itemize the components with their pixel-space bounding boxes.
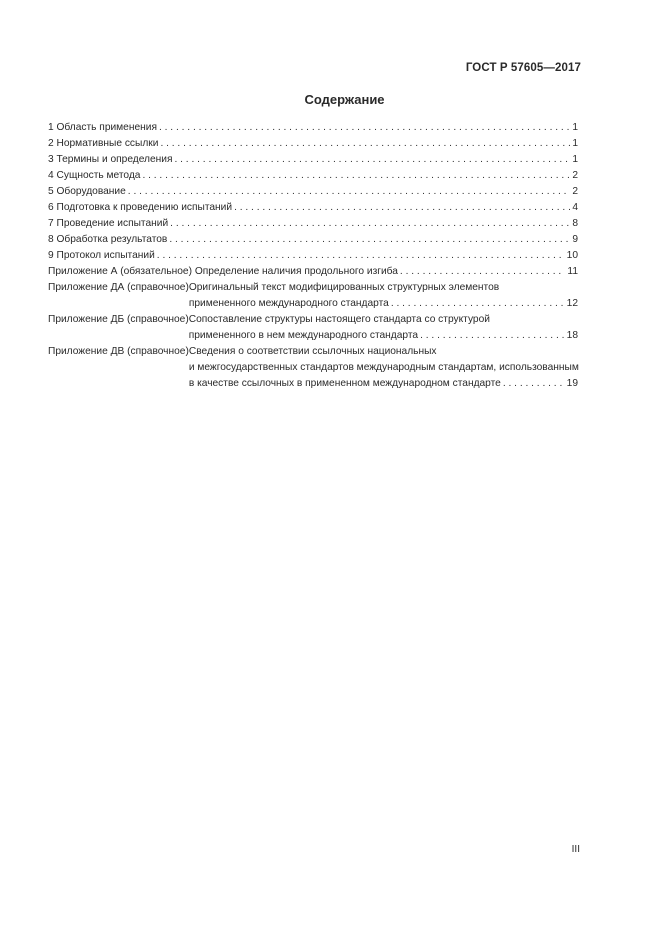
appendix-line: Сопоставление структуры настоящего стандарта со структурой — [188, 314, 490, 325]
page-title: Содержание — [304, 92, 385, 107]
appendix-prefix: Приложение ДБ (справочное) — [48, 314, 189, 325]
toc-entry-label: 2 Нормативные ссылки — [48, 138, 159, 149]
appendix-line: примененного международного стандарта — [188, 298, 389, 309]
toc-entry[interactable] — [48, 184, 578, 200]
leader-dots — [128, 184, 571, 200]
toc-entry[interactable] — [48, 248, 578, 264]
toc-entry-page: 2 — [572, 186, 578, 197]
leader-dots — [142, 168, 570, 184]
toc-entry-label: 9 Протокол испытаний — [48, 250, 155, 261]
toc-entry[interactable] — [48, 168, 578, 184]
toc-entry[interactable] — [48, 136, 578, 152]
toc-entry-page: 10 — [566, 250, 578, 261]
leader-dots — [400, 264, 566, 280]
appendix-line: примененного в нем международного стандарта — [188, 330, 419, 341]
appendix-prefix: Приложение ДА (справочное) — [48, 282, 189, 293]
toc-entry-label: 3 Термины и определения — [48, 154, 173, 165]
toc-entry-label: 8 Обработка результатов — [48, 234, 168, 245]
toc-entry-page: 9 — [572, 234, 578, 245]
toc-entry-page: 4 — [572, 202, 578, 213]
leader-dots — [157, 248, 565, 264]
appendix-line: Сведения о соответствии ссылочных национальных — [188, 346, 437, 357]
toc-entry-page: 1 — [572, 154, 578, 165]
toc-entry[interactable] — [48, 232, 578, 248]
toc-entry[interactable] — [48, 264, 578, 280]
toc-entry-label: 1 Область применения — [48, 122, 157, 133]
toc-entry-page: 2 — [572, 170, 578, 181]
page-number: III — [571, 844, 580, 855]
toc-entry-page: 1 — [572, 138, 578, 149]
toc-entry-label: 5 Оборудование — [48, 186, 126, 197]
toc-entry-label: 7 Проведение испытаний — [48, 218, 169, 229]
appendix-line: в качестве ссылочных в примененном международном стандарте — [188, 378, 501, 389]
toc-entry-page: 19 — [566, 378, 578, 389]
appendix-line: Оригинальный текст модифицированных структурных элементов — [188, 282, 500, 293]
toc-entry[interactable] — [48, 120, 578, 136]
leader-dots — [160, 136, 570, 152]
toc-entry-label: 6 Подготовка к проведению испытаний — [48, 202, 233, 213]
toc-entry-page: 12 — [566, 298, 578, 309]
toc-appendix-entry[interactable] — [48, 344, 578, 392]
leader-dots — [391, 296, 565, 312]
document-code: ГОСТ Р 57605—2017 — [465, 62, 581, 74]
toc-entry[interactable] — [48, 216, 578, 232]
toc-entry-page: 11 — [567, 266, 578, 277]
toc-entry[interactable] — [48, 200, 578, 216]
leader-dots — [174, 152, 570, 168]
appendix-line: и межгосударственных стандартов международным стандартам, использованным — [188, 362, 579, 373]
leader-dots — [169, 232, 570, 248]
toc-appendix-entry[interactable] — [48, 312, 578, 344]
toc-entry-page: 8 — [572, 218, 578, 229]
toc-entry[interactable] — [48, 152, 578, 168]
toc-entry-page: 18 — [566, 330, 578, 341]
toc-appendix-entry[interactable] — [48, 280, 578, 312]
table-of-contents — [48, 120, 578, 392]
leader-dots — [170, 216, 570, 232]
toc-entry-page: 1 — [572, 122, 578, 133]
appendix-prefix: Приложение ДВ (справочное) — [48, 346, 189, 357]
leader-dots — [420, 328, 565, 344]
leader-dots — [234, 200, 570, 216]
leader-dots — [503, 376, 565, 392]
toc-entry-label: Приложение А (обязательное) Определение наличия продольного изгиба — [48, 266, 398, 277]
leader-dots — [159, 120, 570, 136]
toc-entry-label: 4 Сущность метода — [48, 170, 141, 181]
